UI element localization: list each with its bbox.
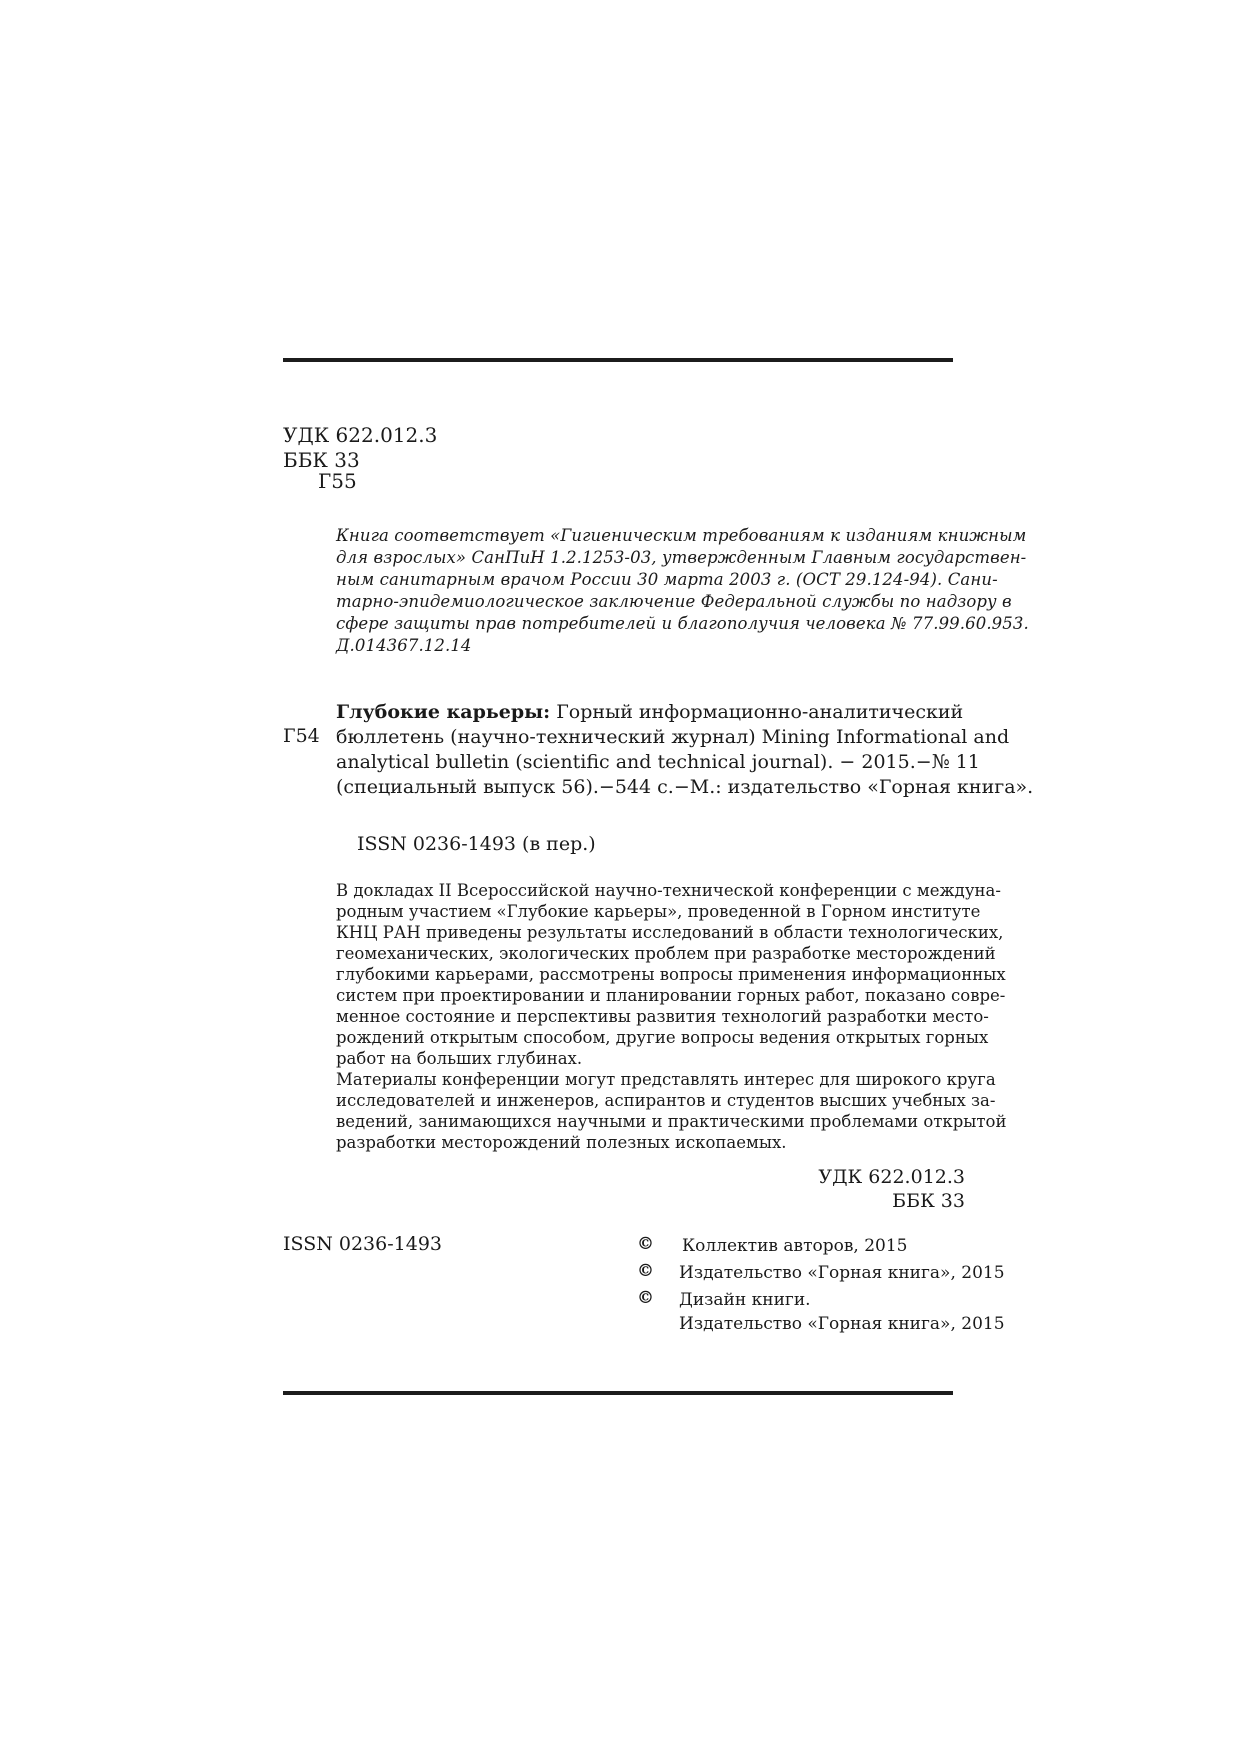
abstract-line: родным участием «Глубокие карьеры», проведенной в Горном институте (336, 902, 981, 921)
hygiene-note-line: для взрослых» СанПиН 1.2.1253-03, утвержденным Главным государствен- (336, 548, 1027, 567)
issn-binding: ISSN 0236-1493 (в пер.) (357, 833, 596, 855)
abstract-line: работ на больших глубинах. (336, 1049, 583, 1068)
abstract-line: КНЦ РАН приведены результаты исследований в области технологических, (336, 923, 1004, 942)
bbk-code-bottom: ББК 33 (892, 1190, 965, 1212)
copyright-line: Дизайн книги. (679, 1290, 811, 1310)
abstract-line: глубокими карьерами, рассмотрены вопросы применения информационных (336, 965, 1006, 984)
journal-subtitle: Горный информационно-аналитический (550, 701, 964, 723)
journal-title: Глубокие карьеры: (336, 701, 551, 723)
bbk-code: ББК 33 (283, 448, 360, 472)
hygiene-note-line: сфере защиты прав потребителей и благополучия человека № 77.99.60.953. (336, 614, 1029, 633)
abstract-line: исследователей и инженеров, аспирантов и студентов высших учебных за- (336, 1091, 996, 1110)
abstract-line: рождений открытым способом, другие вопросы ведения открытых горных (336, 1028, 989, 1047)
copyright-icon: © (637, 1234, 654, 1254)
bibliographic-line: (специальный выпуск 56).−544 с.−М.: издательство «Горная книга». (336, 776, 1034, 798)
bottom-rule (283, 1391, 953, 1395)
abstract-line: менное состояние и перспективы развития технологий разработки место- (336, 1007, 989, 1026)
abstract-line: разработки месторождений полезных ископаемых. (336, 1133, 787, 1152)
abstract-line: геомеханических, экологических проблем при разработке месторождений (336, 944, 996, 963)
abstract-line: ведений, занимающихся научными и практическими проблемами открытой (336, 1112, 1007, 1131)
udk-code-bottom: УДК 622.012.3 (818, 1166, 965, 1188)
issn: ISSN 0236-1493 (283, 1233, 442, 1255)
author-mark: Г55 (318, 469, 357, 493)
copyright-line: Коллектив авторов, 2015 (682, 1236, 908, 1256)
abstract-line: В докладах II Всероссийской научно-технической конференции с междуна- (336, 881, 1001, 900)
hygiene-note-line: тарно-эпидемиологическое заключение Федеральной службы по надзору в (336, 592, 1012, 611)
bibliographic-line: бюллетень (научно-технический журнал) Mining Informational and (336, 726, 1010, 748)
side-author-mark: Г54 (283, 725, 320, 747)
hygiene-note-line: Д.014367.12.14 (336, 636, 472, 655)
copyright-icon: © (637, 1288, 654, 1308)
udk-code: УДК 622.012.3 (283, 423, 438, 447)
bibliographic-line (336, 701, 963, 723)
bibliographic-line: analytical bulletin (scientific and technical journal). − 2015.−№ 11 (336, 751, 980, 773)
hygiene-note-line: ным санитарным врачом России 30 марта 2003 г. (ОСТ 29.124-94). Сани- (336, 570, 998, 589)
copyright-line: Издательство «Горная книга», 2015 (679, 1314, 1005, 1334)
copyright-icon: © (637, 1261, 654, 1281)
top-rule (283, 358, 953, 362)
abstract-line: систем при проектировании и планировании горных работ, показано совре- (336, 986, 1006, 1005)
hygiene-note-line: Книга соответствует «Гигиеническим требованиям к изданиям книжным (336, 526, 1027, 545)
abstract-line: Материалы конференции могут представлять интерес для широкого круга (336, 1070, 996, 1089)
copyright-line: Издательство «Горная книга», 2015 (679, 1263, 1005, 1283)
